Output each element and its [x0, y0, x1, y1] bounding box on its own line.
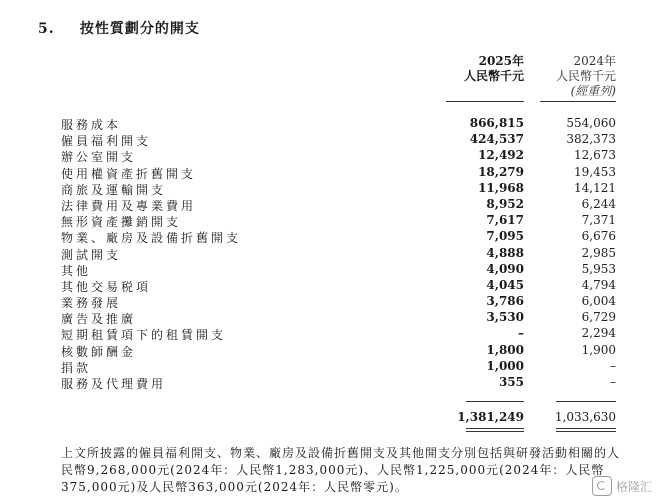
- row-value-2025: 4,888: [486, 245, 524, 260]
- table-row: [0, 359, 660, 375]
- column-note-2024: (經重列): [570, 84, 616, 98]
- row-label: 測試開支: [61, 247, 122, 262]
- section-number: 5.: [38, 21, 55, 37]
- row-value-2025: 4,045: [486, 277, 524, 292]
- row-value-2024: 2,294: [581, 326, 616, 341]
- watermark-logo-icon: [592, 476, 612, 496]
- row-label: 核數師酬金: [61, 344, 137, 359]
- row-value-2024: 5,953: [581, 261, 616, 276]
- row-value-2024: 19,453: [574, 164, 616, 179]
- table-row: [0, 375, 660, 391]
- subtotal-rule-2025: [466, 401, 524, 402]
- row-value-2024: 6,004: [581, 294, 616, 309]
- table-row: [0, 246, 660, 262]
- row-value-2024: –: [610, 358, 616, 373]
- section-heading: [38, 18, 200, 38]
- row-value-2024: 6,676: [581, 229, 616, 244]
- row-label: 捐款: [61, 360, 92, 375]
- table-row: [0, 132, 660, 148]
- table-row: [0, 148, 660, 164]
- header-underline-2024: [540, 101, 616, 102]
- total-double-rule-2024-top: [556, 428, 616, 429]
- row-label: 業務發展: [61, 296, 122, 311]
- total-double-rule-2024-bottom: [556, 431, 616, 432]
- row-value-2024: –: [610, 375, 616, 389]
- table-row: [0, 262, 660, 278]
- column-unit-2025: 人民幣千元: [463, 69, 524, 83]
- column-header-2024: [536, 54, 616, 99]
- row-value-2024: 1,900: [581, 342, 616, 357]
- row-value-2024: 4,794: [581, 277, 616, 292]
- row-value-2025: 7,095: [486, 229, 524, 244]
- row-label: 法律費用及專業費用: [61, 198, 197, 213]
- row-label: 服務及代理費用: [61, 377, 167, 391]
- watermark-text: 格隆汇: [615, 479, 652, 494]
- table-row: [0, 165, 660, 181]
- row-value-2024: 382,373: [566, 132, 616, 147]
- row-value-2025: 7,617: [486, 213, 524, 228]
- row-label: 物業、廠房及設備折舊開支: [61, 231, 242, 246]
- row-value-2025: 1,000: [486, 358, 524, 373]
- table-row: [0, 343, 660, 359]
- row-label: 廣告及推廣: [61, 312, 137, 327]
- row-value-2025: 3,786: [486, 294, 524, 309]
- total-double-rule-2025-bottom: [466, 431, 524, 432]
- total-2024: 1,033,630: [554, 410, 616, 424]
- expense-table: [0, 116, 660, 391]
- watermark: [592, 476, 652, 496]
- column-header-2025: [440, 54, 524, 84]
- header-underline-2025: [446, 101, 524, 102]
- row-label: 無形資產攤銷開支: [61, 215, 182, 230]
- row-value-2025: 866,815: [469, 116, 524, 130]
- row-label: 僱員福利開支: [61, 134, 152, 149]
- row-value-2025: 424,537: [469, 132, 524, 147]
- column-year-2025: 2025年: [478, 54, 524, 68]
- row-value-2024: 12,673: [574, 148, 616, 163]
- row-value-2025: 4,090: [486, 261, 524, 276]
- row-value-2024: 6,729: [581, 310, 616, 325]
- row-value-2024: 7,371: [581, 213, 616, 228]
- table-row: [0, 116, 660, 132]
- table-row: [0, 294, 660, 310]
- row-label: 服務成本: [61, 118, 122, 132]
- section-title: 按性質劃分的開支: [79, 21, 200, 37]
- row-value-2025: 12,492: [478, 148, 524, 163]
- table-row: [0, 213, 660, 229]
- total-double-rule-2025-top: [466, 428, 524, 429]
- footnote: 上文所披露的僱員福利開支、物業、廠房及設備折舊開支及其他開支分別包括與研發活動相關的人民幣9,268,000元(2024年：人民幣1,283,000元)、人民幣1,225,000元(2024年：人民幣375,000元)及人民幣363,000元(2024年：人民幣零元)。: [61, 446, 621, 494]
- column-unit-2024: 人民幣千元: [555, 69, 616, 83]
- table-row: [0, 326, 660, 342]
- table-row: [0, 310, 660, 326]
- table-row: [0, 197, 660, 213]
- row-label: 商旅及運輸開支: [61, 182, 167, 197]
- table-row: [0, 278, 660, 294]
- row-label: 辦公室開支: [61, 150, 137, 165]
- row-value-2025: 355: [498, 375, 524, 389]
- row-value-2025: 18,279: [478, 164, 524, 179]
- row-label: 其他: [61, 263, 92, 278]
- row-label: 使用權資產折舊開支: [61, 166, 197, 181]
- column-year-2024: 2024年: [573, 54, 616, 68]
- total-2025: 1,381,249: [457, 410, 524, 424]
- row-label: 短期租賃項下的租賃開支: [61, 328, 227, 343]
- row-value-2025: –: [518, 326, 524, 341]
- row-value-2024: 2,985: [581, 245, 616, 260]
- table-row: [0, 181, 660, 197]
- row-value-2024: 14,121: [574, 180, 616, 195]
- row-label: 其他交易税項: [61, 279, 152, 294]
- table-row: [0, 229, 660, 245]
- subtotal-rule-2024: [556, 401, 616, 402]
- row-value-2025: 3,530: [486, 310, 524, 325]
- row-value-2024: 554,060: [566, 116, 616, 130]
- row-value-2024: 6,244: [581, 196, 616, 211]
- row-value-2025: 11,968: [478, 180, 524, 195]
- row-value-2025: 8,952: [486, 196, 524, 211]
- row-value-2025: 1,800: [486, 342, 524, 357]
